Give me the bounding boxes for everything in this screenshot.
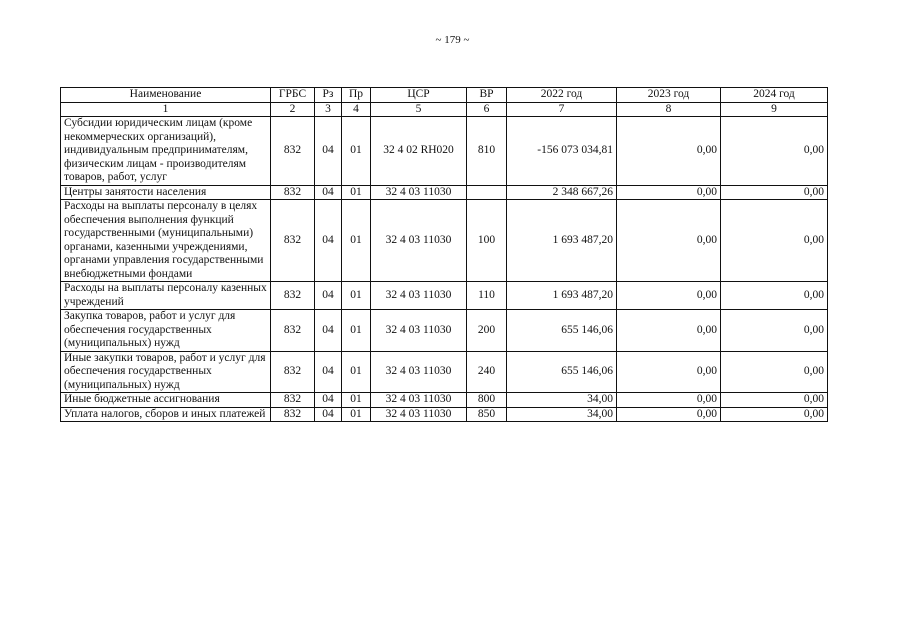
row-grbs: 832	[271, 117, 315, 186]
column-number: 2	[271, 102, 315, 117]
row-rz: 04	[315, 393, 342, 408]
row-csr: 32 4 02 RH020	[371, 117, 467, 186]
column-number: 7	[507, 102, 617, 117]
row-grbs: 832	[271, 200, 315, 282]
row-grbs: 832	[271, 282, 315, 310]
header-grbs: ГРБС	[271, 88, 315, 103]
row-amount-2023: 0,00	[617, 200, 721, 282]
row-amount-2024: 0,00	[721, 282, 828, 310]
row-amount-2024: 0,00	[721, 185, 828, 200]
table-row	[61, 310, 828, 352]
row-amount-2022: 1 693 487,20	[507, 282, 617, 310]
row-rz: 04	[315, 407, 342, 422]
row-grbs: 832	[271, 185, 315, 200]
page-number: ~ 179 ~	[435, 34, 470, 46]
row-amount-2024: 0,00	[721, 407, 828, 422]
header-name: Наименование	[61, 88, 271, 103]
row-vr: 850	[467, 407, 507, 422]
row-name: Иные закупки товаров, работ и услуг для обеспечения государственных (муниципальных) нужд	[61, 351, 271, 393]
table-row	[61, 393, 828, 408]
row-grbs: 832	[271, 393, 315, 408]
row-pr: 01	[342, 117, 371, 186]
row-vr: 800	[467, 393, 507, 408]
table-row	[61, 117, 828, 186]
row-amount-2023: 0,00	[617, 351, 721, 393]
column-number: 5	[371, 102, 467, 117]
row-amount-2024: 0,00	[721, 117, 828, 186]
row-grbs: 832	[271, 407, 315, 422]
row-name: Расходы на выплаты персоналу казенных учреждений	[61, 282, 271, 310]
row-grbs: 832	[271, 351, 315, 393]
header-rz: Рз	[315, 88, 342, 103]
header-2022: 2022 год	[507, 88, 617, 103]
row-rz: 04	[315, 310, 342, 352]
row-rz: 04	[315, 200, 342, 282]
row-amount-2023: 0,00	[617, 393, 721, 408]
row-pr: 01	[342, 393, 371, 408]
table-row	[61, 200, 828, 282]
row-csr: 32 4 03 11030	[371, 351, 467, 393]
column-number: 1	[61, 102, 271, 117]
table-row	[61, 407, 828, 422]
row-amount-2022: 2 348 667,26	[507, 185, 617, 200]
row-vr	[467, 185, 507, 200]
row-amount-2023: 0,00	[617, 310, 721, 352]
row-amount-2022: 655 146,06	[507, 310, 617, 352]
row-amount-2022: 34,00	[507, 407, 617, 422]
row-rz: 04	[315, 185, 342, 200]
column-number: 4	[342, 102, 371, 117]
row-amount-2024: 0,00	[721, 351, 828, 393]
row-amount-2022: 34,00	[507, 393, 617, 408]
row-pr: 01	[342, 185, 371, 200]
row-pr: 01	[342, 310, 371, 352]
row-rz: 04	[315, 117, 342, 186]
column-number: 8	[617, 102, 721, 117]
budget-table	[60, 87, 828, 422]
header-row	[61, 88, 828, 103]
row-name: Иные бюджетные ассигнования	[61, 393, 271, 408]
row-amount-2022: -156 073 034,81	[507, 117, 617, 186]
row-amount-2023: 0,00	[617, 117, 721, 186]
row-amount-2022: 1 693 487,20	[507, 200, 617, 282]
header-vr: ВР	[467, 88, 507, 103]
row-grbs: 832	[271, 310, 315, 352]
row-rz: 04	[315, 282, 342, 310]
row-name: Закупка товаров, работ и услуг для обеспечения государственных (муниципальных) нужд	[61, 310, 271, 352]
row-csr: 32 4 03 11030	[371, 200, 467, 282]
table-row	[61, 351, 828, 393]
row-pr: 01	[342, 407, 371, 422]
row-rz: 04	[315, 351, 342, 393]
column-number: 6	[467, 102, 507, 117]
header-2023: 2023 год	[617, 88, 721, 103]
row-csr: 32 4 03 11030	[371, 310, 467, 352]
row-amount-2024: 0,00	[721, 200, 828, 282]
header-2024: 2024 год	[721, 88, 828, 103]
row-amount-2023: 0,00	[617, 282, 721, 310]
row-vr: 110	[467, 282, 507, 310]
row-vr: 100	[467, 200, 507, 282]
row-csr: 32 4 03 11030	[371, 282, 467, 310]
header-csr: ЦСР	[371, 88, 467, 103]
row-vr: 200	[467, 310, 507, 352]
row-csr: 32 4 03 11030	[371, 185, 467, 200]
row-amount-2024: 0,00	[721, 310, 828, 352]
row-vr: 810	[467, 117, 507, 186]
header-pr: Пр	[342, 88, 371, 103]
row-amount-2023: 0,00	[617, 407, 721, 422]
row-name: Центры занятости населения	[61, 185, 271, 200]
row-amount-2022: 655 146,06	[507, 351, 617, 393]
row-name: Субсидии юридическим лицам (кроме некоммерческих организаций), индивидуальным предпринимателям, физическим лицам - производителям товаров, работ, услуг	[61, 117, 271, 186]
row-pr: 01	[342, 351, 371, 393]
table-row	[61, 185, 828, 200]
row-name: Расходы на выплаты персоналу в целях обеспечения выполнения функций государственными (муниципальными) органами, казенными учреждениями, органами управления государственными внебюджетными фондами	[61, 200, 271, 282]
row-amount-2023: 0,00	[617, 185, 721, 200]
row-csr: 32 4 03 11030	[371, 393, 467, 408]
row-name: Уплата налогов, сборов и иных платежей	[61, 407, 271, 422]
row-amount-2024: 0,00	[721, 393, 828, 408]
table-row	[61, 282, 828, 310]
row-pr: 01	[342, 282, 371, 310]
column-number: 3	[315, 102, 342, 117]
column-number: 9	[721, 102, 828, 117]
column-number-row	[61, 102, 828, 117]
row-pr: 01	[342, 200, 371, 282]
row-csr: 32 4 03 11030	[371, 407, 467, 422]
row-vr: 240	[467, 351, 507, 393]
